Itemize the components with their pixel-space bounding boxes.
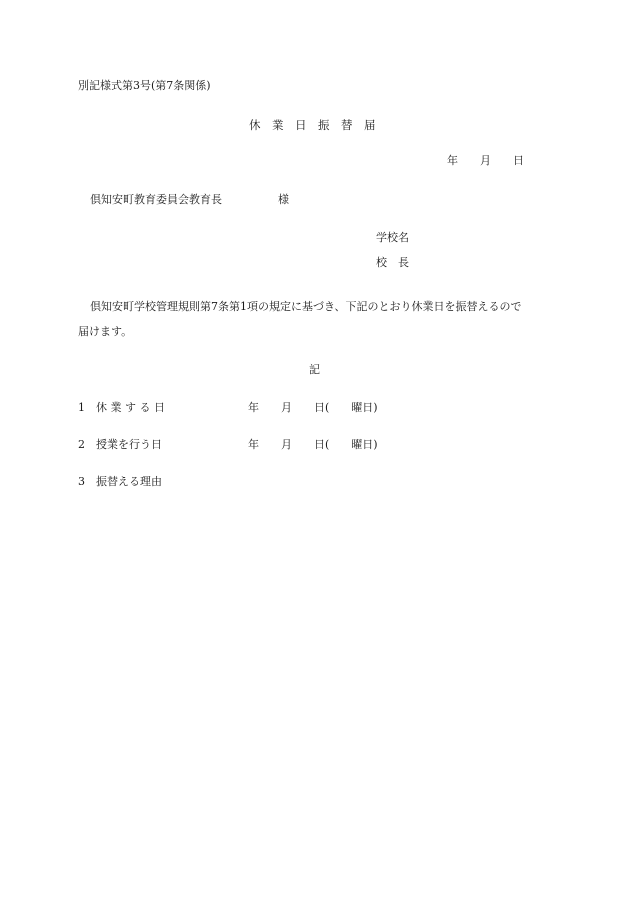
addressee-honorific: 様 — [278, 193, 289, 206]
form-reference: 別記様式第3号(第7条関係) — [78, 79, 211, 92]
ki-heading: 記 — [309, 363, 320, 376]
school-name-label: 学校名 — [376, 231, 409, 244]
item-2-date: 年 月 日( 曜日) — [248, 438, 378, 451]
item-3-label: 3 振替える理由 — [78, 475, 162, 488]
principal-label: 校 長 — [376, 256, 409, 269]
addressee-name: 倶知安町教育委員会教育長 — [90, 193, 222, 206]
item-2-label: 2 授業を行う日 — [78, 438, 162, 451]
body-text-line-1: 倶知安町学校管理規則第7条第1項の規定に基づき、下記のとおり休業日を振替えるので — [90, 300, 522, 313]
item-1-date: 年 月 日( 曜日) — [248, 401, 378, 414]
item-1-label: 1 休 業 す る 日 — [78, 401, 165, 414]
body-text-line-2: 届けます。 — [78, 325, 133, 338]
submission-date-line: 年 月 日 — [447, 154, 524, 167]
document-title: 休 業 日 振 替 届 — [249, 118, 376, 132]
